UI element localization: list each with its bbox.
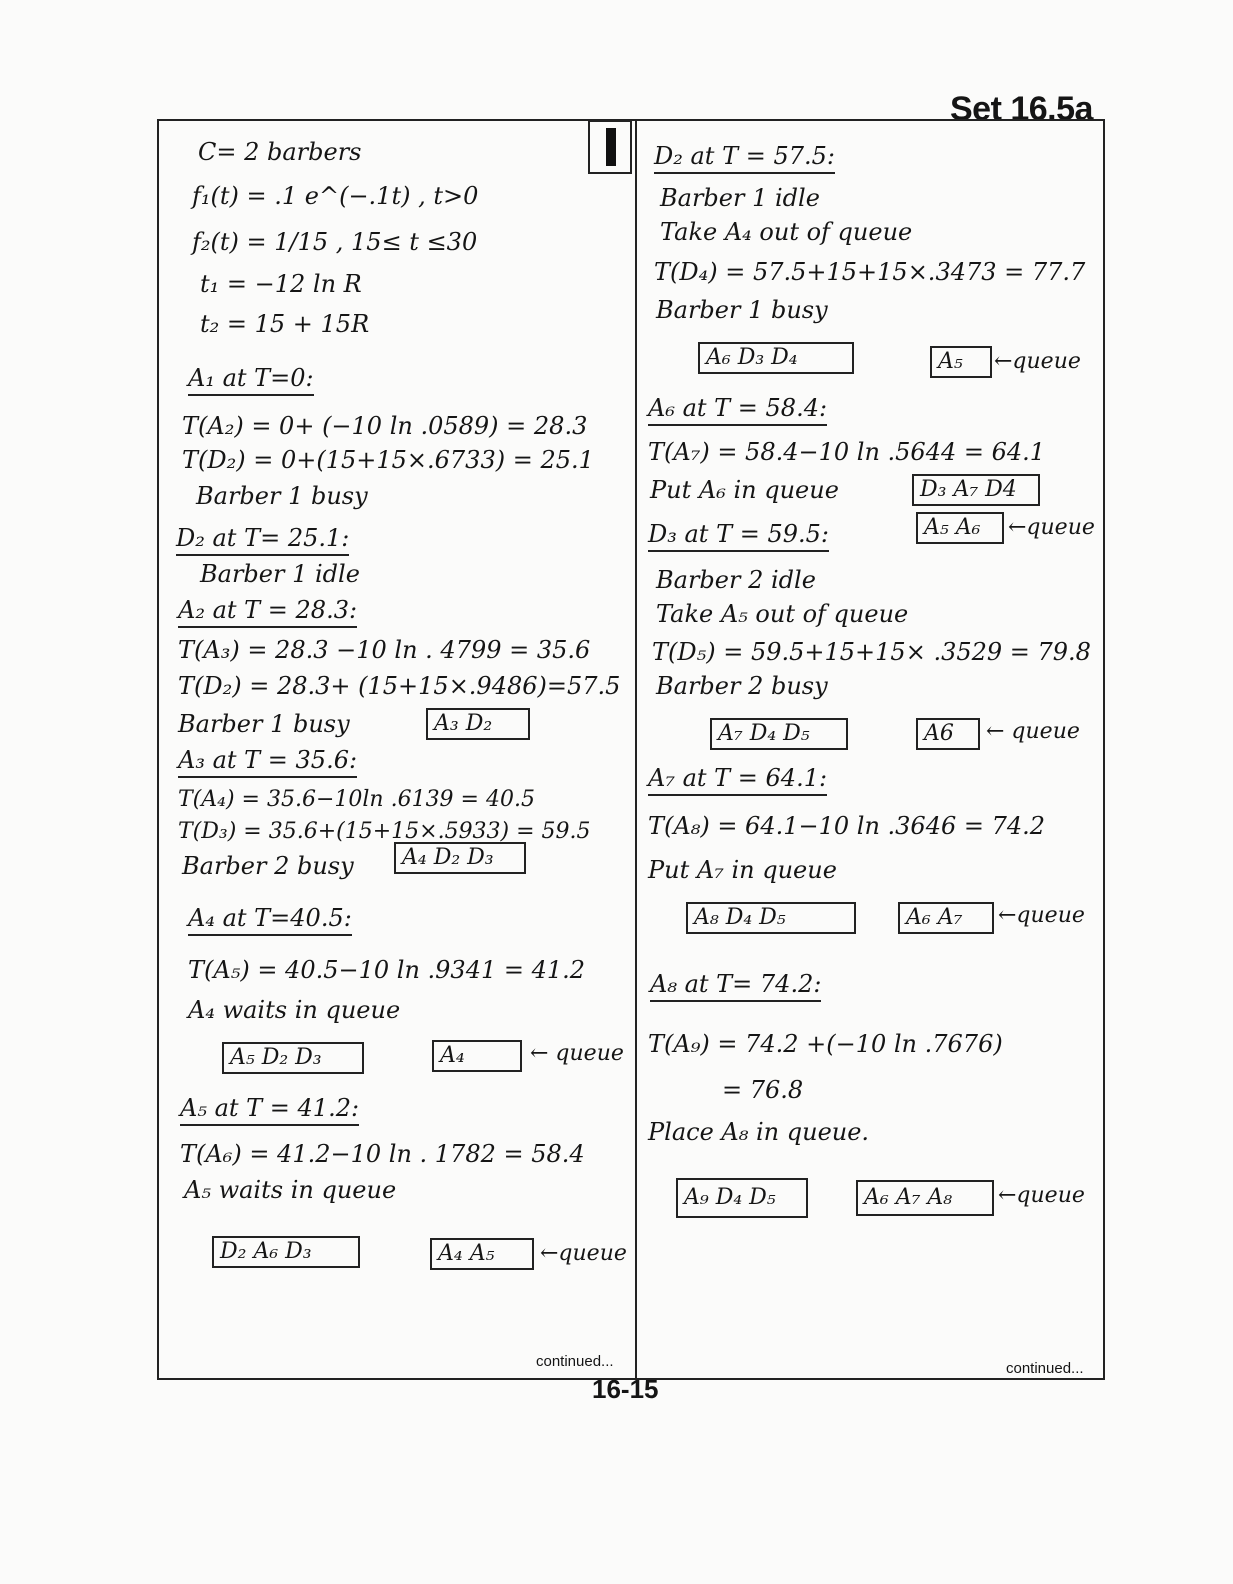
left-line-a5-waits: A₅ waits in queue [184, 1176, 397, 1204]
left-line-barber2-busy: Barber 2 busy [182, 852, 354, 880]
left-line-a4-waits: A₄ waits in queue [188, 996, 401, 1024]
left-line-ta5: T(A₅) = 40.5−10 ln .9341 = 41.2 [188, 956, 586, 984]
right-line-barber1-busy: Barber 1 busy [656, 296, 828, 324]
left-line-td3: T(D₃) = 35.6+(15+15×.5933) = 59.5 [178, 819, 591, 844]
right-line-ta9-result: = 76.8 [722, 1076, 804, 1104]
left-heading-a4: A₄ at T=40.5: [188, 904, 352, 936]
right-queue-box-5: A₆ A₇ A₈ [856, 1180, 994, 1216]
right-queue-label-4: ←queue [998, 903, 1085, 928]
right-heading-a7: A₇ at T = 64.1: [648, 764, 827, 796]
left-state-box-2: A₄ D₂ D₃ [394, 842, 526, 874]
right-queue-box-3: A6 [916, 718, 980, 750]
right-line-barber2-idle: Barber 2 idle [656, 566, 816, 594]
right-line-ta8: T(A₈) = 64.1−10 ln .3646 = 74.2 [648, 812, 1046, 840]
left-line-t1: t₁ = −12 ln R [200, 270, 362, 298]
right-line-place-a8: Place A₈ in queue. [648, 1118, 870, 1146]
right-line-take-a5: Take A₅ out of queue [656, 600, 909, 628]
left-state-box-3: A₅ D₂ D₃ [222, 1042, 364, 1074]
left-queue-box-1: A₄ [432, 1040, 522, 1072]
right-queue-box-1: A₅ [930, 346, 992, 378]
right-line-put-a6: Put A₆ in queue [650, 476, 839, 504]
right-line-barber2-busy: Barber 2 busy [656, 672, 828, 700]
left-queue-label-2: ←queue [540, 1241, 627, 1266]
left-state-box-1: A₃ D₂ [426, 708, 530, 740]
right-line-put-a7: Put A₇ in queue [648, 856, 837, 884]
left-line-f1: f₁(t) = .1 e^(−.1t) , t>0 [192, 182, 479, 210]
right-state-box-2: D₃ A₇ D4 [912, 474, 1040, 506]
left-line-ta6: T(A₆) = 41.2−10 ln . 1782 = 58.4 [180, 1140, 585, 1168]
left-line-t2: t₂ = 15 + 15R [200, 310, 370, 338]
page-number: 16-15 [592, 1374, 659, 1404]
left-heading-a1: A₁ at T=0: [188, 364, 314, 396]
right-line-barber1-idle: Barber 1 idle [660, 184, 820, 212]
right-queue-label-2: ←queue [1008, 515, 1095, 540]
right-queue-box-4: A₆ A₇ [898, 902, 994, 934]
right-queue-label-5: ←queue [998, 1183, 1085, 1208]
right-state-box-4: A₈ D₄ D₅ [686, 902, 856, 934]
section-tab-marker [588, 120, 632, 174]
right-queue-box-2: A₅ A₆ [916, 512, 1004, 544]
left-line-barber1-busy: Barber 1 busy [196, 482, 368, 510]
right-queue-label-1: ←queue [994, 349, 1081, 374]
right-heading-d3: D₃ at T = 59.5: [648, 520, 829, 552]
right-continued: continued... [1006, 1360, 1084, 1377]
left-heading-d2: D₂ at T= 25.1: [176, 524, 349, 556]
right-line-td5: T(D₅) = 59.5+15+15× .3529 = 79.8 [652, 638, 1091, 666]
right-heading-d2: D₂ at T = 57.5: [654, 142, 835, 174]
column-divider [635, 119, 637, 1380]
right-queue-label-3: ← queue [986, 719, 1080, 744]
left-line-barbers: C= 2 barbers [198, 138, 362, 166]
right-state-box-3: A₇ D₄ D₅ [710, 718, 848, 750]
right-heading-a8: A₈ at T= 74.2: [650, 970, 821, 1002]
right-line-ta9: T(A₉) = 74.2 +(−10 ln .7676) [648, 1030, 1003, 1058]
left-line-td2b: T(D₂) = 28.3+ (15+15×.9486)=57.5 [178, 672, 621, 700]
right-line-td4: T(D₄) = 57.5+15+15×.3473 = 77.7 [654, 258, 1086, 286]
left-line-barber1-busy-2: Barber 1 busy [178, 710, 350, 738]
right-line-take-a4: Take A₄ out of queue [660, 218, 913, 246]
right-state-box-1: A₆ D₃ D₄ [698, 342, 854, 374]
left-heading-a2: A₂ at T = 28.3: [178, 596, 357, 628]
left-heading-a5: A₅ at T = 41.2: [180, 1094, 359, 1126]
left-line-f2: f₂(t) = 1/15 , 15≤ t ≤30 [192, 228, 478, 256]
left-line-barber1-idle: Barber 1 idle [200, 560, 360, 588]
left-line-td2: T(D₂) = 0+(15+15×.6733) = 25.1 [182, 446, 594, 474]
left-heading-a3: A₃ at T = 35.6: [178, 746, 357, 778]
left-queue-label-1: ← queue [530, 1041, 624, 1066]
left-line-ta2: T(A₂) = 0+ (−10 ln .0589) = 28.3 [182, 412, 588, 440]
left-queue-box-2: A₄ A₅ [430, 1238, 534, 1270]
right-line-ta7: T(A₇) = 58.4−10 ln .5644 = 64.1 [648, 438, 1046, 466]
right-heading-a6: A₆ at T = 58.4: [648, 394, 827, 426]
left-line-ta4: T(A₄) = 35.6−10ln .6139 = 40.5 [178, 787, 535, 812]
left-line-ta3: T(A₃) = 28.3 −10 ln . 4799 = 35.6 [178, 636, 591, 664]
left-continued: continued... [536, 1353, 614, 1370]
tab-bar [606, 128, 616, 166]
set-title: Set 16.5a [950, 90, 1093, 128]
left-state-box-4: D₂ A₆ D₃ [212, 1236, 360, 1268]
right-state-box-5: A₉ D₄ D₅ [676, 1178, 808, 1218]
